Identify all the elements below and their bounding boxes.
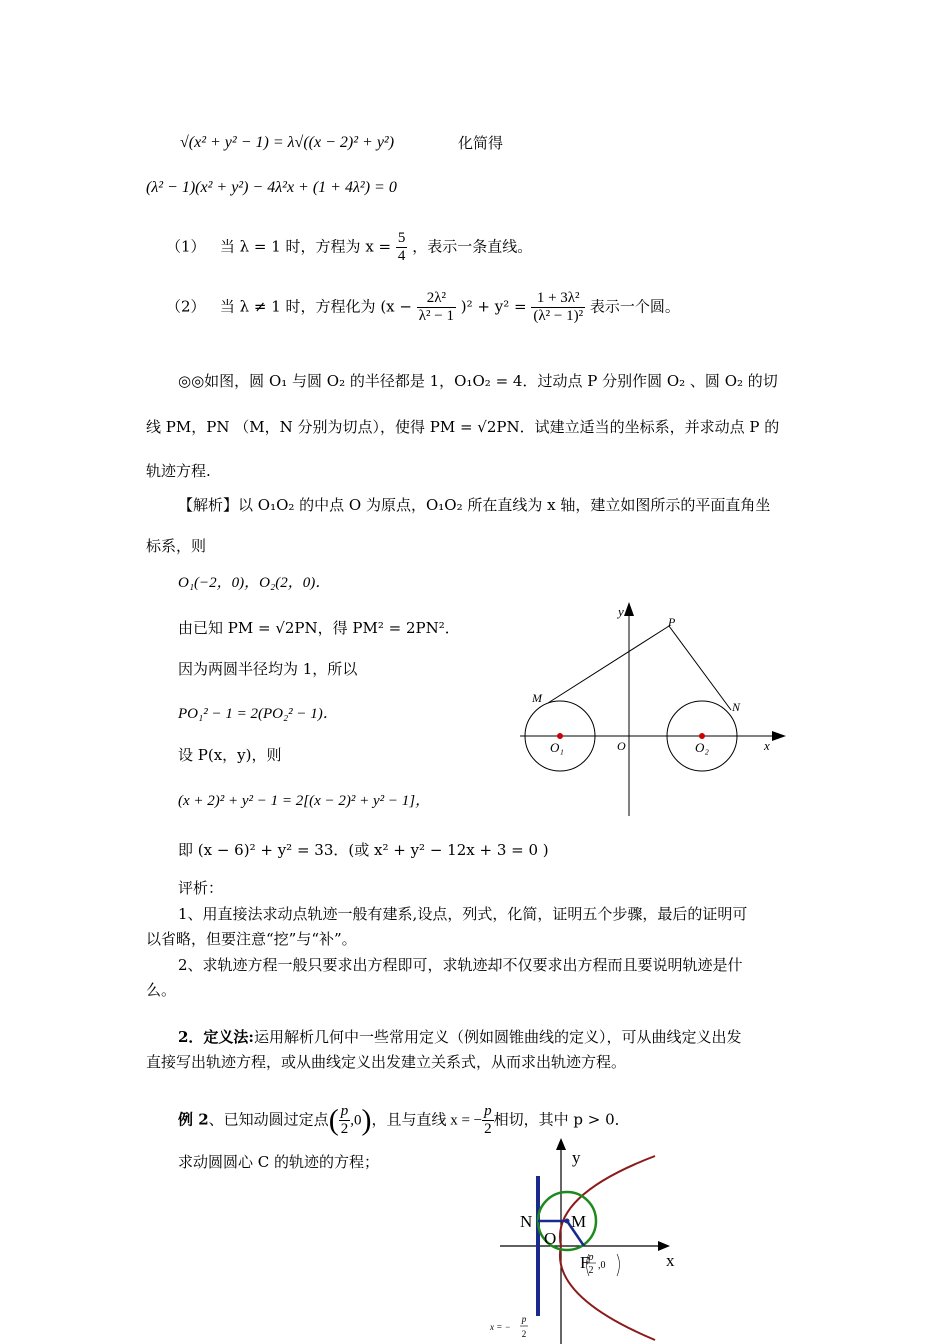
solution-step-2: 因为两圆半径均为 1，所以 [178,660,358,678]
fig1-n-label: N [732,700,741,714]
solution-step-1: 由已知 PM = √2PN，得 PM² = 2PN²． [178,619,460,637]
center-o2-dot [699,733,705,739]
fig1-o1-label: O₁ [550,740,564,755]
y-axis-arrow [624,602,634,616]
simplify-label: 化简得 [458,134,504,152]
figure-two-circles [510,598,790,820]
fig2-o-label: O [544,1229,557,1248]
problem-line-3: 轨迹方程. [146,462,211,480]
comment-item-1b: 以省略，但要注意“挖”与“补”。 [146,930,357,948]
figure-parabola [480,1136,690,1344]
comment-item-2a: 2、求轨迹方程一般只要求出方程即可，求轨迹却不仅要求出方程而且要说明轨迹是什 [178,956,743,974]
fig1-p-label: P [668,615,676,629]
fig2-directrix-num: p [521,1314,527,1324]
case1-fraction: $\frac{5}{4}$ [397,230,406,264]
case2 [166,290,680,325]
problem-line-1: ◎◎如图，圆 O₁ 与圆 O₂ 的半径都是 1，O₁O₂ = 4．过动点 P 分别作圆 O₂ 、圆 O₂ 的切 [178,372,778,390]
case2-fraction-1: $\frac{\text{2λ²}}{\text{λ² − 1}}$ [418,290,454,324]
example2-question: 求动圆圆心 C 的轨迹的方程； [178,1153,380,1171]
fig2-directrix-den: 2 [521,1329,527,1339]
solution-step-3: PO₁² − 1 = 2(PO₂² − 1)． [178,706,338,722]
case2-fraction-2: $\frac{\text{1 + 3λ²}}{\text{(λ² − 1)²}}$ [533,290,584,324]
solution-line-1: 【解析】以 O₁O₂ 的中点 O 为原点，O₁O₂ 所在直线为 x 轴，建立如图所示的平面直角坐 [178,496,771,514]
comment-item-1a: 1、用直接法求动点轨迹一般有建系,设点，列式，化简，证明五个步骤，最后的证明可 [178,905,748,923]
method2-title: 2．定义法: [178,1028,254,1046]
fig2-m-label: M [571,1212,587,1231]
fig2-n-label: N [520,1212,533,1231]
method2-line-2: 直接写出轨迹方程，或从曲线定义出发建立关系式，从而求出轨迹方程。 [146,1053,627,1071]
case2-text-tail: 表示一个圆。 [589,297,680,316]
fig2-f-num: p [588,1252,594,1263]
solution-step-4: 设 P(x，y)，则 [178,746,282,764]
fig2-f-tail: ,0 [598,1260,606,1271]
example2-text-b: ，且与直线 x = − [371,1112,483,1129]
solution-step-6: 即 (x − 6)² + y² = 33．(或 x² + y² − 12x + 3 = 0 ) [178,841,549,859]
fig2-x-arrow [658,1241,670,1251]
solution-coords: O₁(−2，0)，O₂(2，0)． [178,575,331,591]
solution-line-2: 标系，则 [146,537,207,555]
tangent-pm [548,626,669,703]
fig1-o2-label: O₂ [695,740,709,755]
fig2-y-label: y [572,1148,581,1167]
fig1-o-label: O [617,739,626,753]
case2-text: 当 λ ≠ 1 时，方程化为 (x − [219,297,412,316]
fig1-x-label: x [764,738,770,753]
method2-line-1 [178,1027,742,1047]
example2-line-fraction: $\frac{p}{2}$ [484,1103,492,1137]
case1 [166,230,532,265]
method2-text: 运用解析几何中一些常用定义（例如圆锥曲线的定义），可从曲线定义出发 [253,1028,742,1046]
comment-item-2b: 么。 [146,981,177,999]
case2-text-mid: )² + y² = [460,297,527,316]
fig2-f-label: F [580,1253,590,1272]
fig2-f-den: 2 [588,1265,594,1276]
fig2-x-label: x [666,1251,675,1270]
problem-line-2: 线 PM，PN （M，N 分别为切点），使得 PM = √2PN．试建立适当的坐标系，并求动点 P 的 [146,418,780,436]
example2-text: 、已知动圆过定点 [208,1110,329,1129]
example2-statement: 例 2、已知动圆过定点( $\frac{p}{2}$ ,0)，且与直线 x = − $\frac{p}{2}$ 相切，其中 p > 0． [178,1103,630,1137]
point-m [565,1219,570,1224]
comment-title: 评析： [178,879,224,897]
example2-point-tail: ,0 [350,1112,362,1129]
expanded-equation: (λ² − 1)(x² + y²) − 4λ²x + (1 + 4λ²) = 0 [146,179,397,196]
example2-label: 例 2 [178,1110,209,1129]
fig2-directrix-label: x = − [490,1322,511,1332]
center-o1-dot [557,733,563,739]
solution-step-5: (x + 2)² + y² − 1 = 2[(x − 2)² + y² − 1]， [178,793,431,809]
case1-text-tail: ，表示一条直线。 [412,237,533,256]
fig2-y-arrow [556,1138,566,1150]
case1-text: 当 λ = 1 时，方程为 x = [219,237,392,256]
fig1-m-label: M [532,691,542,705]
tangent-pn [669,626,731,710]
example2-text-c: 相切，其中 p > 0． [493,1110,630,1129]
x-axis-arrow [772,731,786,741]
example2-point-fraction: $\frac{p}{2}$ [340,1103,349,1137]
case1-number: （1） [166,237,206,256]
lambda-equation: √(x² + y² − 1) = λ√((x − 2)² + y²) [180,134,395,151]
case2-number: （2） [166,297,206,316]
fig1-y-label: y [618,604,624,619]
